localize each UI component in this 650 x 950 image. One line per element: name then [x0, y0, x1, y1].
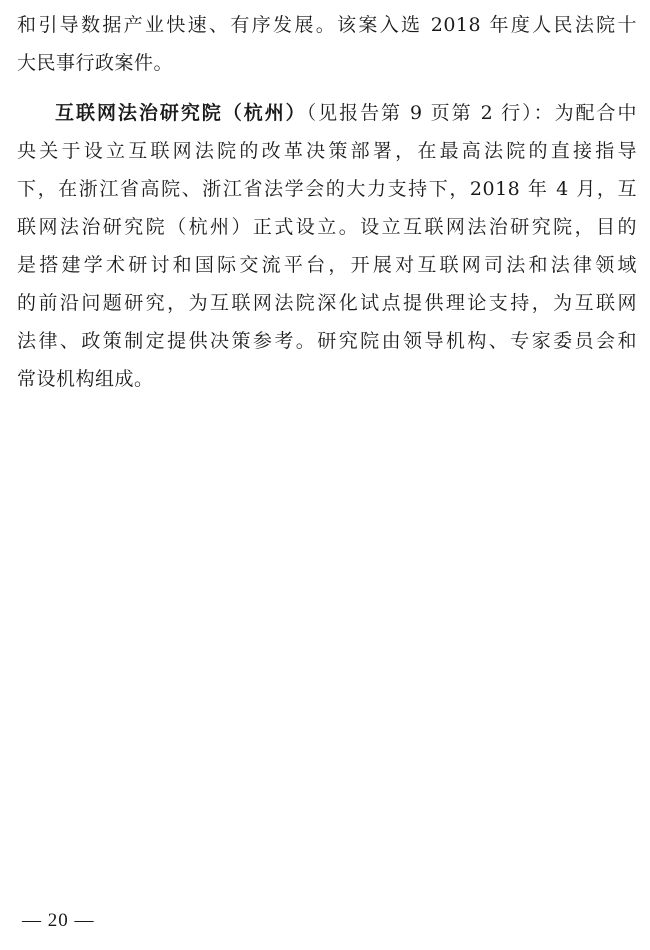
paragraph-1 — [17, 6, 637, 82]
paragraph-1-line-1: 和引导数据产业快速、有序发展。该案入选 2018 年度人民法院十 — [17, 14, 637, 36]
paragraph-1-line-2: 大民事行政案件。 — [17, 52, 174, 74]
paragraph-2-line-6: 的前沿问题研究，为互联网法院深化试点提供理论支持，为互联网 — [17, 292, 637, 314]
page-number: — 20 — — [22, 910, 95, 931]
paragraph-gap — [17, 82, 637, 94]
document-page — [17, 6, 637, 398]
paragraph-2-heading: 互联网法治研究院（杭州） — [55, 102, 307, 124]
paragraph-2-line-4: 联网法治研究院（杭州）正式设立。设立互联网法治研究院，目的 — [17, 216, 637, 238]
paragraph-2-line-5: 是搭建学术研讨和国际交流平台，开展对互联网司法和法律领域 — [17, 254, 637, 276]
paragraph-2-line-2: 央关于设立互联网法院的改革决策部署，在最高法院的直接指导 — [17, 140, 637, 162]
paragraph-2-line-3: 下，在浙江省高院、浙江省法学会的大力支持下，2018 年 4 月，互 — [17, 178, 637, 200]
paragraph-2-line-1 — [17, 94, 637, 132]
paragraph-2-line-1-rest: （见报告第 9 页第 2 行）：为配合中 — [306, 102, 637, 124]
paragraph-2-line-7: 法律、政策制定提供决策参考。研究院由领导机构、专家委员会和 — [17, 330, 637, 352]
paragraph-2 — [17, 94, 637, 398]
paragraph-2-line-8: 常设机构组成。 — [17, 368, 154, 390]
